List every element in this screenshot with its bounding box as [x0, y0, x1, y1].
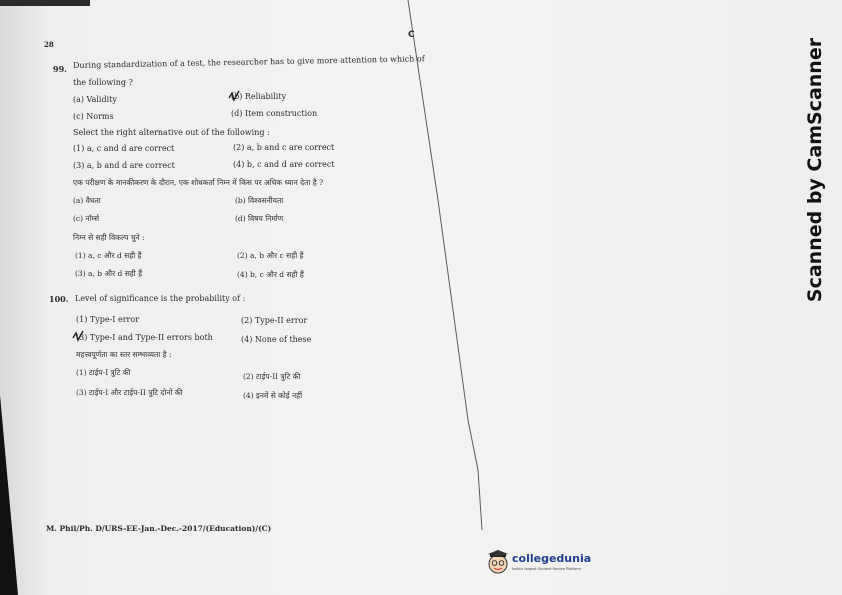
q99-answer-2: (2) a, b and c are correct [233, 143, 335, 152]
question-99-number: 99. [53, 64, 67, 74]
page-number: 28 [44, 40, 54, 49]
q99-hindi-option-b: (b) विश्वसनीयता [235, 196, 284, 205]
mascot-icon [486, 550, 510, 576]
q99-answer-3: (3) a, b and d are correct [73, 161, 175, 170]
question-99-text-line1: During standardization of a test, the researcher has to give more attention to which of [73, 54, 425, 70]
q99-hindi-answer-3: (3) a, b और d सही हैं [75, 269, 143, 278]
q99-answer-4: (4) b, c and d are correct [233, 160, 335, 169]
q99-option-c: (c) Norms [73, 112, 114, 121]
q99-hindi-option-d: (d) विषय निर्माण [235, 214, 284, 223]
scan-edge-top [0, 0, 90, 6]
q99-hindi-option-c: (c) नॉर्म्स [73, 214, 100, 223]
logo-tagline: India's largest Student Review Platform [512, 567, 581, 571]
q100-hindi-option-2: (2) टाईप-II त्रुटि की [243, 372, 301, 381]
question-100-text: Level of significance is the probability of : [75, 294, 246, 303]
q99-hindi-answer-1: (1) a, c और d सही हैं [75, 251, 142, 260]
q99-hindi-answer-4: (4) b, c और d सही हैं [237, 270, 304, 279]
q100-option-2: (2) Type-II error [241, 316, 308, 325]
q100-hindi-option-3: (3) टाईप-I और टाईप-II त्रुटि दोनों की [76, 388, 183, 397]
camscanner-watermark: Scanned by CamScanner [804, 37, 826, 303]
handwritten-tick-mark [72, 330, 86, 342]
q99-option-a: (a) Validity [73, 95, 117, 104]
q100-option-1: (1) Type-I error [76, 315, 140, 324]
q100-hindi-option-4: (4) इनमें से कोई नहीं [243, 391, 303, 400]
q99-hindi-answer-2: (2) a, b और c सही हैं [237, 251, 304, 260]
collegedunia-logo [486, 550, 596, 580]
q100-hindi-option-1: (1) टाईप-I त्रुटि की [76, 368, 131, 377]
q99-answer-1: (1) a, c and d are correct [73, 144, 175, 153]
q100-hindi-question: महत्त्वपूर्णता का स्तर सम्भाव्यता है : [76, 350, 172, 359]
question-100-number: 100. [49, 294, 69, 304]
q99-hindi-option-a: (a) वैधता [73, 196, 101, 205]
question-99-text-line2: the following ? [73, 78, 133, 87]
footer-code: M. Phil/Ph. D/URS-EE-Jan.-Dec.-2017/(Education)/(C) [46, 524, 272, 533]
scan-edge-left [0, 395, 18, 595]
set-code: C [408, 30, 415, 40]
handwritten-tick-mark [228, 90, 242, 102]
q99-option-d: (d) Item construction [231, 109, 318, 118]
q100-option-4: (4) None of these [241, 335, 312, 344]
q100-option-3: (3) Type-I and Type-II errors both [76, 333, 213, 342]
logo-name: collegedunia [512, 552, 592, 565]
q99-hindi-prompt: निम्न से सही विकल्प चुने : [73, 233, 145, 242]
q99-hindi-question: एक परीक्षण के मानकीकरण के दौरान, एक शोधकर्ता निम्न में किस पर अधिक ध्यान देता है ? [73, 178, 324, 187]
q99-select-prompt: Select the right alternative out of the following : [73, 128, 270, 137]
q99-option-b: (b) Reliability [231, 92, 287, 101]
